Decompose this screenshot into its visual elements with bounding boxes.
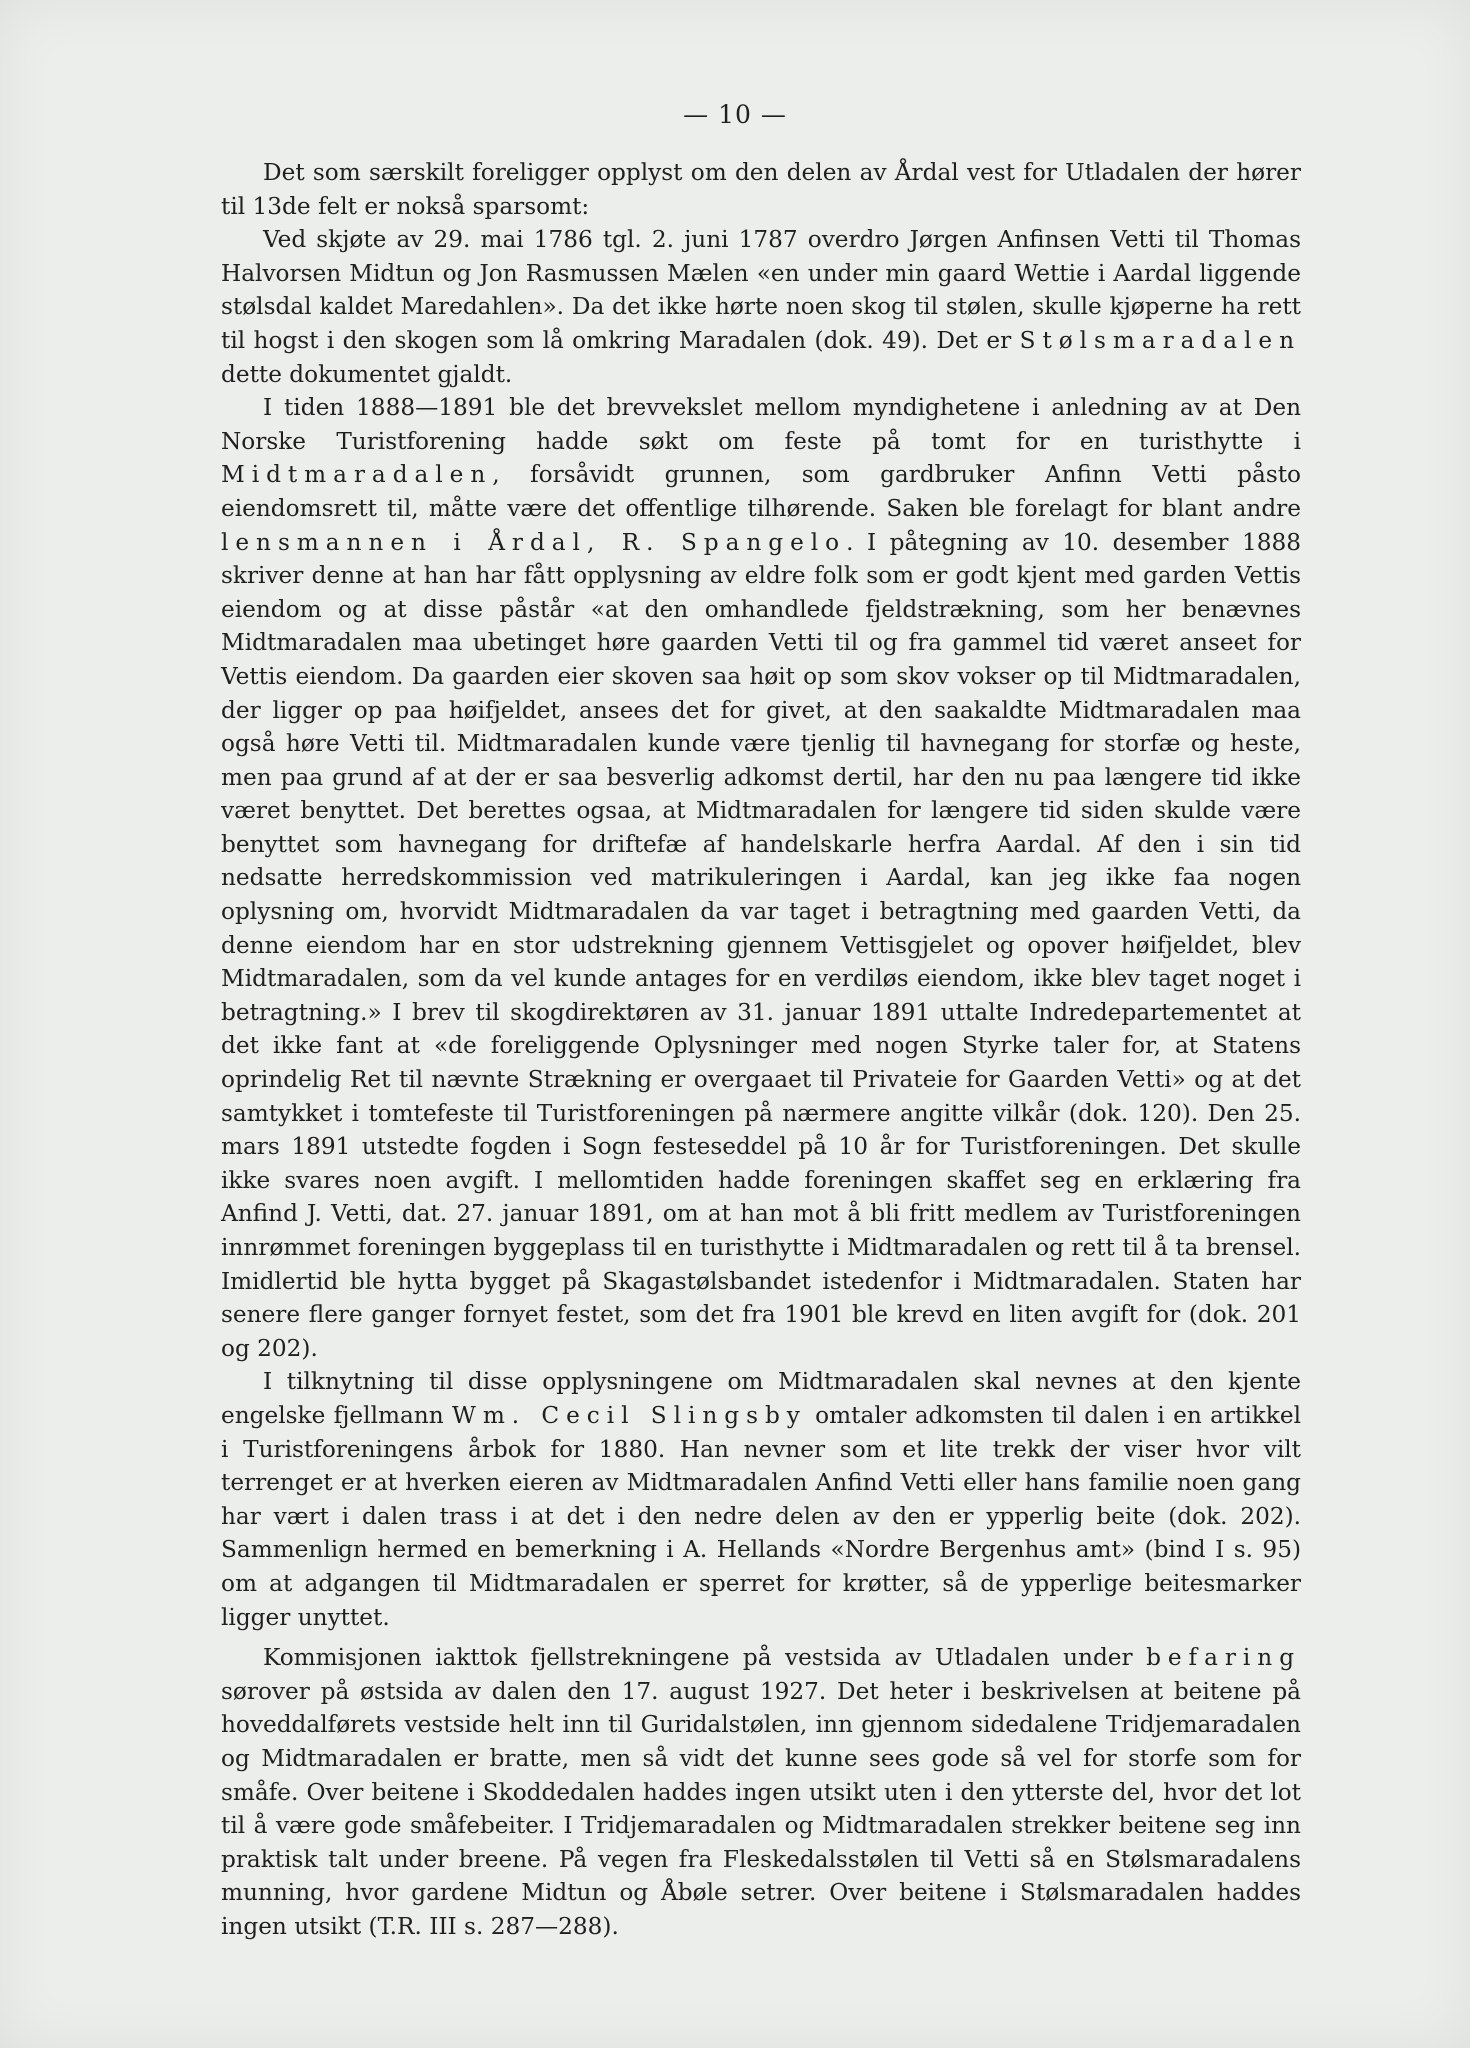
paragraph-text: . I påtegning av 10. desember 1888 skriver denne at han har fått opplysning av eldre folk som er godt kjent med garden Vettis eiendom og at disse påstår «at den omhandlede fjeldstrækning, som her benævnes Midtmaradalen maa ubetinget høre gaarden Vetti til og fra gammel tid været anseet for Vettis eiendom. Da gaarden eier skoven saa høit op som skov vokser op til Midtmaradalen, der ligger op paa høifjeldet, ansees det for givet, at den saakaldte Midtmaradalen maa også høre Vetti til. Midtmaradalen kunde være tjenlig til havnegang for storfæ og heste, men paa grund af at der er saa besverlig adkomst dertil, har den nu paa længere tid ikke været benyttet. Det berettes ogsaa, at Midtmaradalen for længere tid siden skulde være benyttet som havnegang for driftefæ af handelskarle herfra Aardal. Af den i sin tid nedsatte herredskommission ved matrikuleringen i Aardal, kan jeg ikke faa nogen oplysning om, hvorvidt Midtmaradalen da var taget i betragtning med gaarden Vetti, da denne eiendom har en stor udstrekning gjennem Vettisgjelet og opover høifjeldet, blev Midtmaradalen, som da vel kunde antages for en verdiløs eiendom, ikke blev taget noget i betragtning.» I brev til skogdirektøren av 31. januar 1891 uttalte Indredepartementet at det ikke fant at «de foreliggende Oplysninger med nogen Styrke taler for, at Statens oprindelig Ret til nævnte Strækning er overgaaet til Privateie for Gaarden Vetti» og at det samtykket i tomtefeste til Turistforeningen på nærmere angitte vilkår (dok. 120). Den 25. mars 1891 utstedte fogden i Sogn festeseddel på 10 år for Turistforeningen. Det skulle ikke svares noen avgift. I mellomtiden hadde foreningen skaffet seg en erklæring fra Anfind J. Vetti, dat. 27. januar 1891, om at han mot å bli fritt medlem av Turistforeningen innrømmet foreningen byggeplass til en turisthytte i Midtmaradalen og rett til å ta brensel. Imidlertid ble hytta bygget på Skagastølsbandet istedenfor i Midtmaradalen. Staten har senere flere ganger fornyet festet, som det fra 1901 ble krevd en liten avgift for (dok. 201 og 202).: [221, 528, 1301, 1362]
paragraph-2: [221, 223, 1301, 391]
paragraph-text: Det som særskilt foreligger opplyst om den delen av Årdal vest for Utladalen der hører til 13de felt er nokså sparsomt:: [221, 159, 1301, 220]
paragraph-text: omtaler adkomsten til dalen i en artikkel i Turistforeningens årbok for 1880. Han nevner som et lite trekk der viser hvor vilt terrenget er at hverken eieren av Midtmaradalen Anfind Vetti eller hans familie noen gang har vært i dalen trass i at det i den nedre delen av den er ypperlig beite (dok. 202). Sammenlign hermed en bemerkning i A. Hellands «Nordre Bergenhus amt» (bind I s. 95) om at adgangen til Midtmaradalen er sperret for krøtter, så de ypperlige beitesmarker ligger unyttet.: [221, 1401, 1301, 1631]
spaced-emphasis: befaring: [1146, 1644, 1301, 1672]
paragraph-text: I tiden 1888—1891 ble det brevvekslet mellom myndighetene i anledning av at Den Norske Turistforening hadde søkt om feste på tomt for en turisthytte i: [221, 394, 1301, 455]
paragraph-3: [221, 391, 1301, 1365]
spaced-emphasis: Midtmaradalen: [221, 461, 493, 489]
paragraph-text: Kommisjonen iakttok fjellstrekningene på vestsida av Utladalen under: [263, 1644, 1147, 1672]
paragraph-4: [221, 1365, 1301, 1634]
page-number: — 10 —: [683, 100, 787, 129]
paragraph-1: [221, 156, 1301, 223]
paragraph-text: Ved skjøte av 29. mai 1786 tgl. 2. juni 1787 overdro Jørgen Anfinsen Vetti til Thomas Halvorsen Midtun og Jon Rasmussen Mælen «en under min gaard Wettie i Aardal liggende stølsdal kaldet Maredahlen». Da det ikke hørte noen skog til stølen, skulle kjøperne ha rett til hogst i den skogen som lå omkring Maradalen (dok. 49). Det er: [221, 226, 1301, 354]
body-text: [221, 156, 1301, 1943]
spaced-emphasis: lensmannen i Årdal, R. Spangelo: [221, 528, 847, 556]
paragraph-text: I tilknytning til disse opplysningene om Midtmaradalen skal nevnes at den kjente engelske fjellmann: [221, 1368, 1301, 1429]
spaced-emphasis: Wm. Cecil Slingsby: [452, 1401, 807, 1429]
spaced-emphasis: Stølsmaradalen: [1019, 326, 1301, 354]
paragraph-text: sørover på østsida av dalen den 17. august 1927. Det heter i beskrivelsen at beitene på hoveddalførets vestside helt inn til Guridalstølen, inn gjennom sidedalene Tridjemaradalen og Midtmaradalen er bratte, men så vidt det kunne sees gode så vel for storfe som for småfe. Over beitene i Skoddedalen haddes ingen utsikt uten i den ytterste del, hvor det lot til å være gode småfebeiter. I Tridjemaradalen og Midtmaradalen strekker beitene seg inn praktisk talt under breene. På vegen fra Fleskedalsstølen til Vetti så en Stølsmaradalens munning, hvor gardene Midtun og Åbøle setrer. Over beitene i Stølsmaradalen haddes ingen utsikt (T.R. III s. 287—288).: [221, 1677, 1301, 1940]
paragraph-5: [221, 1641, 1301, 1943]
paragraph-text: dette dokumentet gjaldt.: [221, 360, 513, 388]
paragraph-text: , forsåvidt grunnen, som gardbruker Anfinn Vetti påsto eiendomsrett til, måtte være det offentlige tilhørende. Saken ble forelagt for blant andre: [221, 461, 1301, 522]
